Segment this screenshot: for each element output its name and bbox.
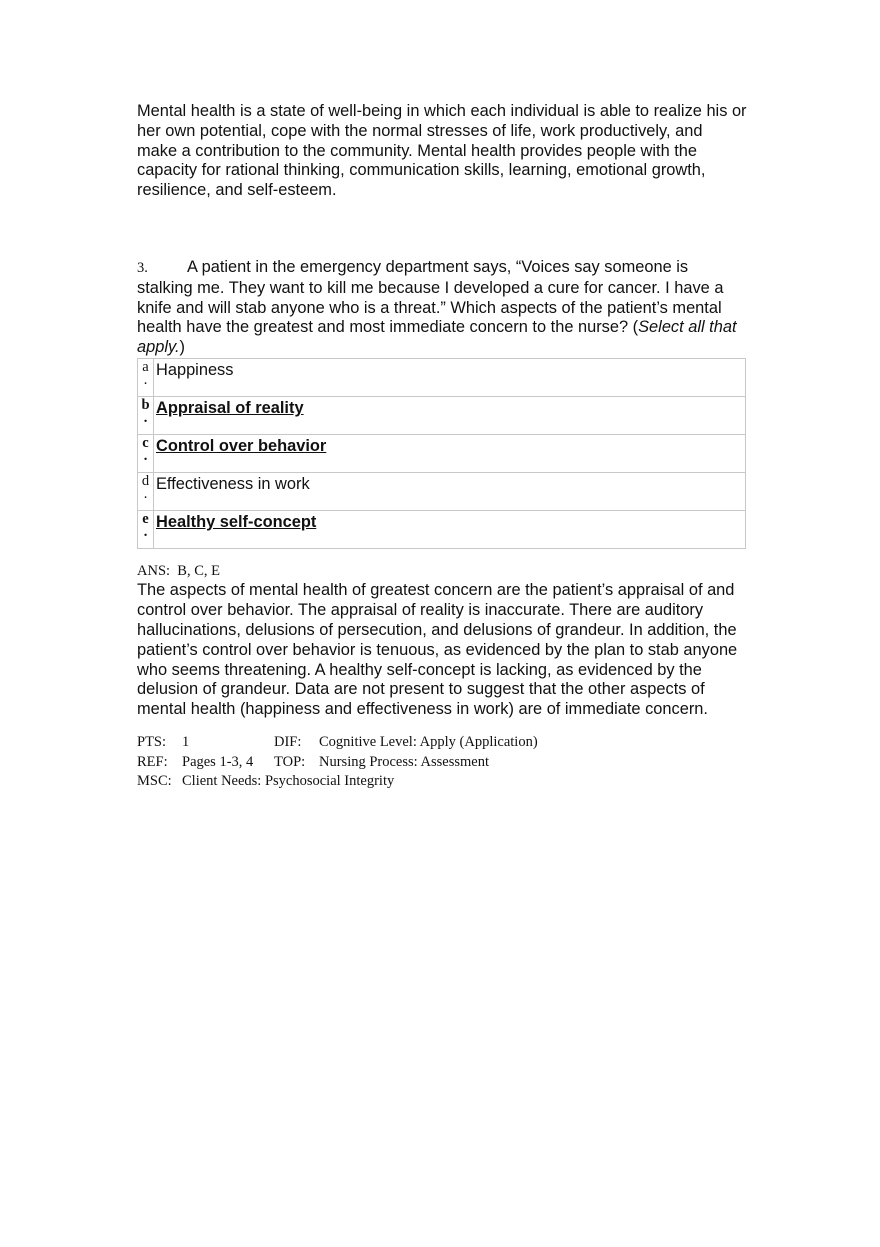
answer-line (137, 562, 747, 582)
choice-letter (138, 434, 154, 472)
choices-body (138, 358, 746, 548)
intro-paragraph: Mental health is a state of well-being in which each individual is able to realize his or her own potential, cope with the normal stresses of life, work productively, and make a contribution to the community. Mental health provides people with the capacity for rational thinking, communication skills, learning, emotional growth, resilience, and self-esteem. (137, 102, 747, 200)
pts-value: 1 (182, 734, 190, 751)
choice-text: Happiness (154, 358, 746, 396)
choice-letter-dot: . (143, 409, 148, 426)
meta-row-msc (137, 772, 747, 792)
pts-label: PTS: (137, 734, 167, 751)
msc-label: MSC: (137, 773, 172, 790)
meta-row-pts (137, 733, 747, 753)
top-label: TOP: (274, 753, 306, 770)
choice-letter-dot: . (143, 523, 148, 540)
choice-letter (138, 358, 154, 396)
answer-label: ANS: (137, 562, 171, 579)
choice-letter-dot: . (143, 485, 148, 502)
choice-row (138, 358, 746, 396)
dif-value: Cognitive Level: Apply (Application) (319, 734, 538, 751)
question-stem-text: A patient in the emergency department says, “Voices say someone is stalking me. They want to kill me because I developed a cure for cancer. I have a knife and will stab anyone who is a threat.” Which aspects of the patient’s mental health have the greatest and most immediate concern to the nurse? ( (137, 257, 724, 337)
choice-text: Effectiveness in work (154, 472, 746, 510)
question-number: 3. (137, 259, 148, 276)
choice-letter-dot: . (143, 447, 148, 464)
choices-table (137, 358, 746, 549)
question-stem-end: ) (179, 338, 185, 357)
answer-value: B, C, E (177, 562, 220, 579)
choice-row (138, 510, 746, 548)
question-stem (137, 258, 747, 358)
choice-letter-char: a (142, 358, 149, 375)
question-metadata (137, 733, 747, 792)
document-page (137, 102, 747, 792)
choice-row (138, 472, 746, 510)
top-value: Nursing Process: Assessment (319, 753, 489, 770)
choice-letter (138, 510, 154, 548)
choice-row (138, 434, 746, 472)
choice-letter-char: e (142, 510, 149, 527)
ref-value: Pages 1-3, 4 (182, 753, 254, 770)
ref-label: REF: (137, 753, 168, 770)
choice-letter (138, 472, 154, 510)
choice-letter-dot: . (143, 371, 148, 388)
choice-letter (138, 396, 154, 434)
choice-letter-char: d (141, 472, 150, 489)
question-stem-italic: Select all that apply. (137, 318, 737, 357)
meta-row-ref (137, 753, 747, 773)
choice-text: Control over behavior (154, 434, 746, 472)
msc-value: Client Needs: Psychosocial Integrity (182, 773, 395, 790)
choice-text: Appraisal of reality (154, 396, 746, 434)
choice-letter-char: c (142, 434, 149, 451)
rationale-paragraph: The aspects of mental health of greatest concern are the patient’s appraisal of and control over behavior. The appraisal of reality is inaccurate. There are auditory hallucinations, delusions of persecution, and delusions of grandeur. In addition, the patient’s control over behavior is tenuous, as evidenced by the plan to stab anyone who seems threatening. A healthy self-concept is lacking, as evidenced by the delusion of grandeur. Data are not present to suggest that the other aspects of mental health (happiness and effectiveness in work) are of immediate concern. (137, 581, 738, 719)
dif-label: DIF: (274, 734, 302, 751)
choice-letter-char: b (141, 396, 150, 413)
choice-text: Healthy self-concept (154, 510, 746, 548)
choice-row (138, 396, 746, 434)
